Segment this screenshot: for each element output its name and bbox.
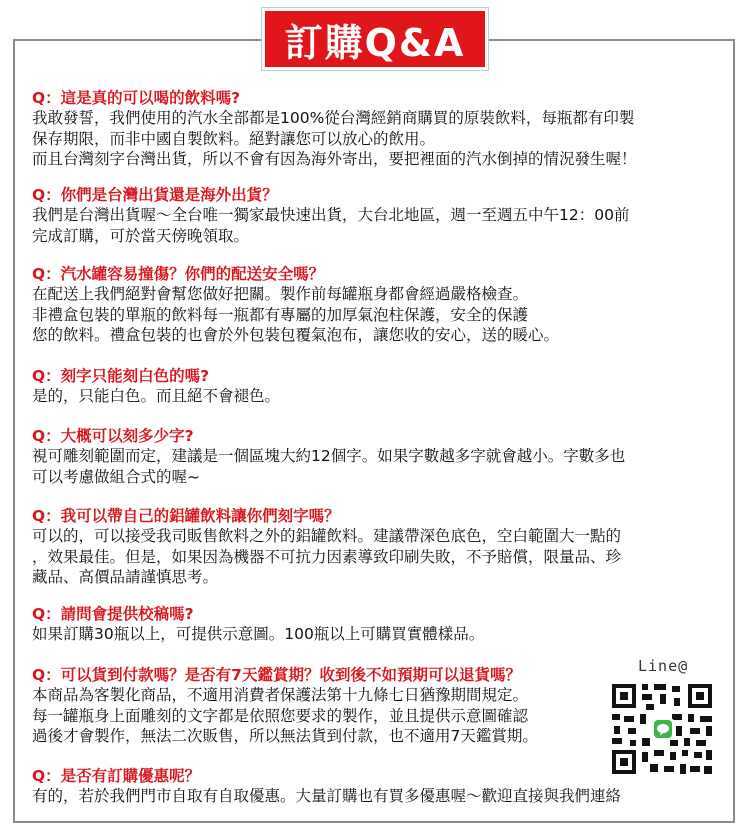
answer-line: 藏品、高價品請謹慎思考。: [32, 568, 219, 586]
answer: [32, 108, 722, 170]
answer: [32, 526, 722, 588]
answer-line: 您的飲料。禮盒包裝的也會於外包裝包覆氣泡布，讓您收的安心，送的暖心。: [32, 326, 560, 344]
answer: [32, 624, 722, 645]
answer: [32, 386, 722, 407]
answer-line: 完成訂購，可於當天傍晚領取。: [32, 226, 250, 245]
answer-line: 而且台灣刻字台灣出貨，所以不會有因為海外寄出，要把裡面的汽水倒掉的情況發生喔！: [32, 150, 637, 168]
question: Q：可以貨到付款嗎？是否有7天鑑賞期？收到後不如預期可以退貨嗎？: [32, 666, 521, 684]
answer-line: 每一罐瓶身上面雕刻的文字都是依照您要求的製作，並且提供示意圖確認: [32, 706, 529, 725]
answer: [32, 205, 722, 246]
answer-line: 我敢發誓，我們使用的汽水全部都是100%從台灣經銷商購買的原裝飲料，每瓶都有印製: [32, 109, 635, 127]
answer-line: 我們是台灣出貨喔～全台唯一獨家最快速出貨，大台北地區，週一至週五中午12：00前: [32, 206, 630, 224]
qa-item-4: [32, 366, 722, 407]
question: Q：汽水罐容易撞傷？你們的配送安全嗎？: [32, 265, 325, 283]
answer-line: 視可雕刻範圍而定，建議是一個區塊大約12個字。如果字數越多字就會越小。字數多也: [32, 447, 626, 465]
answer-line: 可以的，可以接受我司販售飲料之外的鋁罐飲料。建議帶深色底色，空白範圍大一點的: [32, 527, 622, 545]
qa-item-1: [32, 88, 722, 170]
question: Q：請問會提供校稿嗎?: [32, 605, 194, 623]
answer: [32, 284, 722, 346]
qa-item-6: [32, 506, 722, 588]
answer-line: 保存期限，而非中國自製飲料。絕對讓您可以放心的飲用。: [32, 129, 436, 148]
answer-line: ，效果最佳。但是，如果因為機器不可抗力因素導致印刷失敗，不予賠償，限量品、珍: [32, 547, 622, 566]
answer-line: 本商品為客製化商品，不適用消費者保護法第十九條七日猶豫期間規定。: [32, 686, 529, 704]
qa-item-5: [32, 426, 722, 487]
answer-line: 過後才會製作，無法二次販售，所以無法貨到付款，也不適用7天鑑賞期。: [32, 727, 538, 745]
line-id-label: Line@: [638, 657, 689, 675]
answer: [32, 786, 722, 807]
line-qr-code-icon[interactable]: [610, 682, 714, 776]
answer-line: 非禮盒包裝的單瓶的飲料每一瓶都有專屬的加厚氣泡柱保護，安全的保護: [32, 305, 529, 324]
page-title: 訂購Q&A: [262, 8, 488, 70]
question: Q：大概可以刻多少字?: [32, 427, 194, 445]
question: Q：你們是台灣出貨還是海外出貨？: [32, 186, 278, 204]
answer-line: 有的，若於我們門市自取有自取優惠。大量訂購也有買多優惠喔～歡迎直接與我們連絡: [32, 787, 622, 805]
question: Q：刻字只能刻白色的嗎?: [32, 367, 210, 385]
question: Q：是否有訂購優惠呢？: [32, 767, 201, 785]
answer: [32, 446, 722, 487]
answer-line: 如果訂購30瓶以上，可提供示意圖。100瓶以上可購買實體樣品。: [32, 625, 485, 643]
answer-line: 是的，只能白色。而且絕不會褪色。: [32, 387, 281, 405]
question: Q：這是真的可以喝的飲料嗎?: [32, 89, 241, 107]
qa-item-7: [32, 604, 722, 645]
question: Q：我可以帶自己的鋁罐飲料讓你們刻字嗎？: [32, 507, 340, 525]
qa-item-3: [32, 264, 722, 346]
answer-line: 在配送上我們絕對會幫您做好把關。製作前每罐瓶身都會經過嚴格檢查。: [32, 285, 529, 303]
answer-line: 可以考慮做組合式的喔~: [32, 467, 200, 486]
qa-item-2: [32, 185, 722, 246]
